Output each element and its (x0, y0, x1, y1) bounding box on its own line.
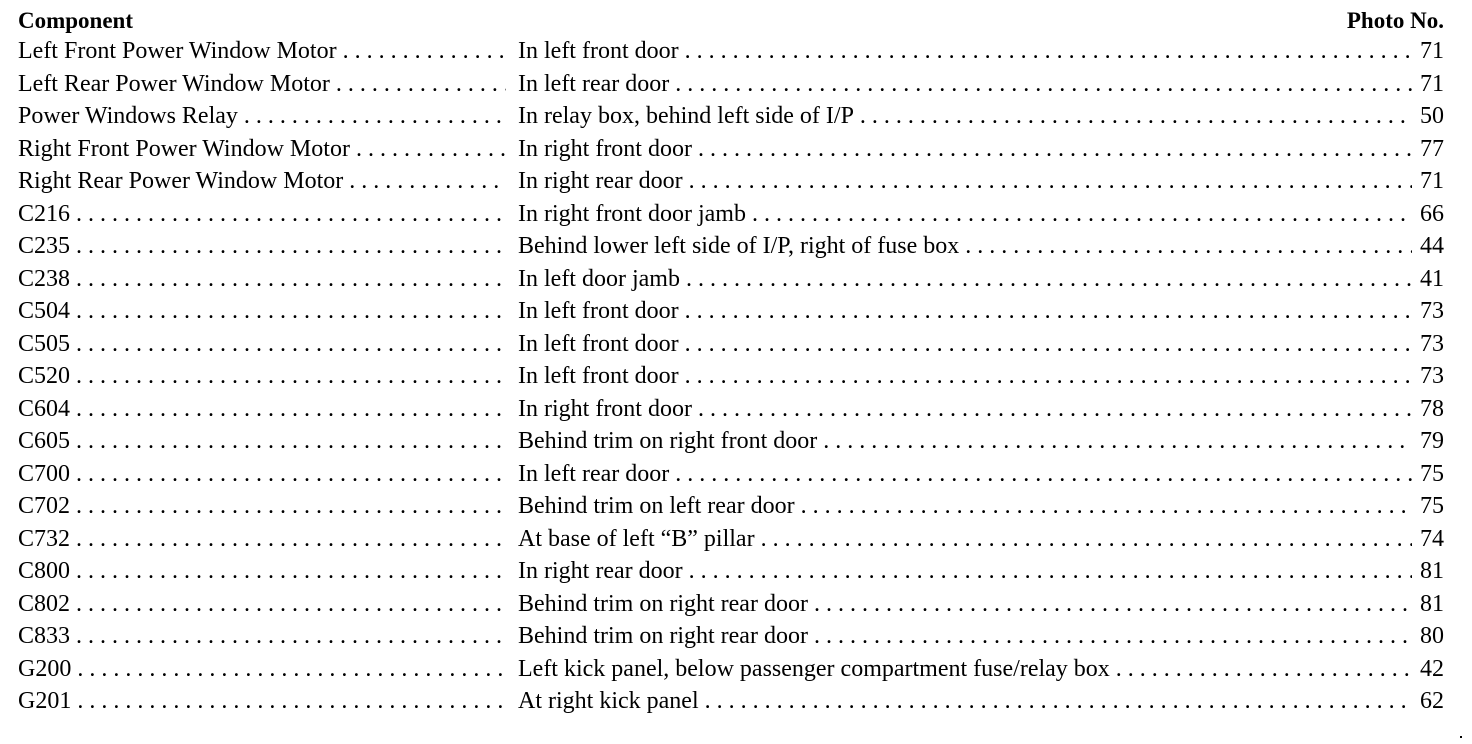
dot-leader (76, 555, 506, 588)
component-name: C732 (18, 525, 71, 552)
component-cell (18, 328, 506, 361)
table-row (18, 198, 1444, 231)
table-row (18, 490, 1444, 523)
dot-leader (76, 523, 506, 556)
component-cell (18, 230, 506, 263)
dot-leader (965, 230, 1412, 263)
location-cell (518, 263, 1444, 296)
location-cell (518, 523, 1444, 556)
table-row (18, 295, 1444, 328)
component-name: Power Windows Relay (18, 103, 238, 129)
table-body (18, 35, 1444, 718)
dot-leader (801, 490, 1412, 523)
component-cell (18, 100, 506, 133)
dot-leader (336, 68, 506, 101)
dot-leader (675, 68, 1412, 101)
table-row (18, 555, 1444, 588)
dot-leader (76, 393, 506, 426)
dot-leader (685, 360, 1412, 393)
table-row (18, 393, 1444, 426)
photo-number: 75 (1420, 493, 1444, 519)
location-cell (518, 490, 1444, 523)
component-cell (18, 653, 506, 686)
location-text: In left front door (518, 330, 679, 357)
location-cell (518, 165, 1444, 198)
dot-leader (685, 295, 1412, 328)
dot-leader (76, 230, 506, 263)
table-row (18, 230, 1444, 263)
component-name: C802 (18, 590, 71, 617)
location-text: In right front door (518, 135, 692, 162)
location-text: At base of left “B” pillar (518, 525, 755, 552)
photo-number: 41 (1420, 265, 1444, 292)
photo-number: 73 (1420, 298, 1444, 324)
photo-number: 71 (1420, 168, 1444, 194)
table-row (18, 653, 1444, 686)
dot-leader (356, 133, 506, 166)
table-row (18, 35, 1444, 68)
location-cell (518, 35, 1444, 68)
dot-leader (675, 458, 1412, 491)
table-row (18, 165, 1444, 198)
photo-number: 73 (1420, 330, 1444, 357)
location-text: In left rear door (518, 460, 670, 487)
location-text: Behind trim on right rear door (518, 623, 808, 649)
location-text: In right rear door (518, 558, 683, 584)
photo-number: 75 (1420, 460, 1444, 487)
location-cell (518, 620, 1444, 653)
dot-leader (244, 100, 506, 133)
dot-leader (76, 620, 506, 653)
dot-leader (343, 35, 506, 68)
dot-leader (860, 100, 1412, 133)
component-name: G201 (18, 688, 72, 714)
component-cell (18, 295, 506, 328)
dot-leader (685, 35, 1412, 68)
dot-leader (77, 653, 506, 686)
stray-mark (1460, 736, 1462, 738)
dot-leader (76, 425, 506, 458)
dot-leader (76, 328, 506, 361)
table-row (18, 588, 1444, 621)
component-cell (18, 165, 506, 198)
dot-leader (76, 198, 506, 231)
dot-leader (685, 328, 1412, 361)
location-text: In left front door (518, 38, 679, 64)
location-cell (518, 198, 1444, 231)
dot-leader (76, 458, 506, 491)
photo-number: 62 (1420, 688, 1444, 714)
photo-number: 79 (1420, 428, 1444, 454)
component-cell (18, 458, 506, 491)
component-name: C216 (18, 200, 71, 227)
component-name: Right Front Power Window Motor (18, 135, 350, 162)
location-cell (518, 555, 1444, 588)
component-cell (18, 198, 506, 231)
location-cell (518, 393, 1444, 426)
component-name: C520 (18, 363, 71, 389)
table-header (18, 6, 1444, 35)
dot-leader (698, 133, 1412, 166)
dot-leader (814, 620, 1412, 653)
table-row (18, 360, 1444, 393)
location-text: In left door jamb (518, 265, 680, 292)
dot-leader (752, 198, 1412, 231)
photo-number: 78 (1420, 395, 1444, 422)
location-text: In right rear door (518, 168, 683, 194)
dot-leader (349, 165, 506, 198)
component-cell (18, 685, 506, 718)
photo-number: 44 (1420, 233, 1444, 259)
location-text: In relay box, behind left side of I/P (518, 103, 854, 129)
location-cell (518, 425, 1444, 458)
location-cell (518, 685, 1444, 718)
dot-leader (76, 360, 506, 393)
location-text: In right front door jamb (518, 200, 746, 227)
table-row (18, 620, 1444, 653)
component-cell (18, 620, 506, 653)
dot-leader (77, 685, 506, 718)
component-cell (18, 490, 506, 523)
table-row (18, 133, 1444, 166)
location-cell (518, 295, 1444, 328)
table-row (18, 425, 1444, 458)
location-text: In left rear door (518, 70, 670, 97)
component-name: C700 (18, 460, 71, 487)
photo-number: 81 (1420, 590, 1444, 617)
dot-leader (686, 263, 1412, 296)
component-name: C235 (18, 233, 71, 259)
location-cell (518, 133, 1444, 166)
component-cell (18, 263, 506, 296)
table-row (18, 328, 1444, 361)
location-text: Behind trim on right front door (518, 428, 818, 454)
photo-number: 50 (1420, 103, 1444, 129)
dot-leader (76, 490, 506, 523)
component-location-table (18, 6, 1444, 718)
component-cell (18, 588, 506, 621)
component-cell (18, 425, 506, 458)
photo-number-column-header: Photo No. (1346, 8, 1444, 33)
photo-number: 74 (1420, 525, 1444, 552)
photo-number: 71 (1420, 38, 1444, 64)
component-name: Left Rear Power Window Motor (18, 70, 330, 97)
dot-leader (76, 263, 506, 296)
location-text: In right front door (518, 395, 692, 422)
dot-leader (823, 425, 1412, 458)
location-text: In left front door (518, 363, 679, 389)
component-cell (18, 393, 506, 426)
table-row (18, 263, 1444, 296)
component-name: C702 (18, 493, 71, 519)
dot-leader (76, 588, 506, 621)
table-row (18, 685, 1444, 718)
location-cell (518, 68, 1444, 101)
dot-leader (698, 393, 1412, 426)
component-name: C504 (18, 298, 71, 324)
dot-leader (761, 523, 1412, 556)
photo-number: 42 (1420, 655, 1444, 682)
component-column-header: Component (18, 8, 134, 33)
location-cell (518, 458, 1444, 491)
component-cell (18, 35, 506, 68)
component-name: C800 (18, 558, 71, 584)
location-cell (518, 360, 1444, 393)
table-row (18, 523, 1444, 556)
table-row (18, 458, 1444, 491)
location-text: In left front door (518, 298, 679, 324)
photo-number: 77 (1420, 135, 1444, 162)
table-row (18, 68, 1444, 101)
location-text: Behind lower left side of I/P, right of fuse box (518, 233, 960, 259)
component-name: Right Rear Power Window Motor (18, 168, 344, 194)
component-name: Left Front Power Window Motor (18, 38, 337, 64)
location-cell (518, 653, 1444, 686)
location-cell (518, 230, 1444, 263)
dot-leader (1116, 653, 1412, 686)
dot-leader (705, 685, 1412, 718)
dot-leader (689, 165, 1412, 198)
location-text: At right kick panel (518, 688, 699, 714)
photo-number: 73 (1420, 363, 1444, 389)
location-cell (518, 328, 1444, 361)
photo-number: 81 (1420, 558, 1444, 584)
photo-number: 71 (1420, 70, 1444, 97)
dot-leader (814, 588, 1412, 621)
dot-leader (689, 555, 1412, 588)
component-name: C604 (18, 395, 71, 422)
location-text: Behind trim on left rear door (518, 493, 795, 519)
component-name: C505 (18, 330, 71, 357)
component-name: C605 (18, 428, 71, 454)
component-cell (18, 68, 506, 101)
component-name: C238 (18, 265, 71, 292)
table-row (18, 100, 1444, 133)
component-cell (18, 523, 506, 556)
location-text: Behind trim on right rear door (518, 590, 808, 617)
component-cell (18, 555, 506, 588)
component-cell (18, 133, 506, 166)
dot-leader (76, 295, 506, 328)
location-text: Left kick panel, below passenger compartment fuse/relay box (518, 655, 1110, 682)
component-name: G200 (18, 655, 72, 682)
photo-number: 66 (1420, 200, 1444, 227)
photo-number: 80 (1420, 623, 1444, 649)
location-cell (518, 588, 1444, 621)
location-cell (518, 100, 1444, 133)
component-name: C833 (18, 623, 71, 649)
component-cell (18, 360, 506, 393)
